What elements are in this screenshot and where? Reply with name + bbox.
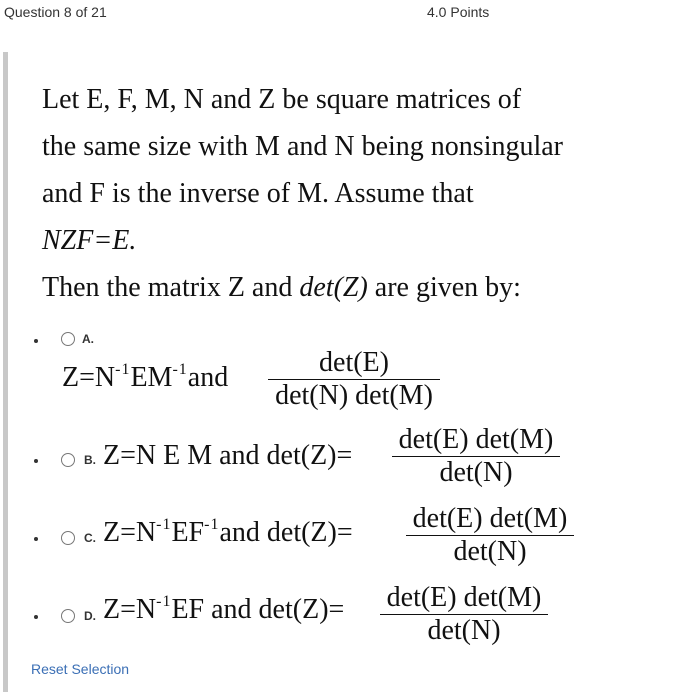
choice-c-expr-and: and det(Z)= [219,517,353,548]
stem-line-5-end: are given by: [367,272,521,303]
bullet-icon [34,615,38,619]
choice-c-expr-mid: EF [171,517,205,548]
choice-d-frac-num: det(E) det(M) [386,582,542,613]
choice-a-expr-main: Z=N [62,362,116,393]
stem-det-z: det(Z) [299,272,368,303]
choice-b-letter: B. [84,453,96,467]
choice-c-expression [103,517,353,549]
choice-c-fraction [406,503,574,568]
choice-a-expr-mid: EM [130,362,173,393]
choice-a-exp-1: -1 [115,361,131,378]
choice-b-frac-num: det(E) det(M) [398,424,554,455]
choice-a[interactable] [0,330,673,420]
bullet-icon [34,537,38,541]
choice-d-letter: D. [84,609,96,623]
choice-a-exp-2: -1 [172,361,188,378]
stem-line-5 [42,264,662,311]
choice-d-exp-1: -1 [156,593,172,610]
question-stem [42,76,662,311]
choice-b-expression: Z=N E M and det(Z)= [103,440,353,471]
stem-line-2: the same size with M and N being nonsingular [42,131,564,162]
choice-c-radio[interactable] [61,531,75,545]
bullet-icon [34,339,38,343]
choice-c-exp-2: -1 [204,516,220,533]
stem-line-5-text: Then the matrix Z and [42,272,300,303]
bullet-icon [34,459,38,463]
choice-d-frac-den: det(N) [427,615,501,646]
choice-a-expression [62,362,228,394]
choice-c[interactable] [0,503,673,575]
choice-c-letter: C. [84,531,96,545]
stem-line-1: Let E, F, M, N and Z be square matrices of [42,84,522,115]
choice-d-radio[interactable] [61,609,75,623]
choice-a-letter: A. [82,332,94,346]
question-points: 4.0 Points [427,4,490,20]
reset-selection-link[interactable]: Reset Selection [31,661,130,677]
choice-b-frac-den: det(N) [439,457,513,488]
choice-a-frac-den: det(N) det(M) [275,380,433,411]
choice-d[interactable] [0,582,673,654]
stem-line-4: NZF=E. [42,225,137,256]
choice-a-radio[interactable] [61,332,75,346]
choice-b-radio[interactable] [61,453,75,467]
choice-b-fraction [392,424,560,489]
choice-a-fraction [268,347,440,412]
choice-a-frac-num: det(E) [319,347,389,378]
choice-c-frac-num: det(E) det(M) [412,503,568,534]
choice-d-fraction [380,582,548,647]
choice-d-expression [103,594,344,626]
choice-c-expr-main: Z=N [103,517,157,548]
question-number: Question 8 of 21 [4,4,107,20]
choice-b[interactable] [0,424,673,496]
choice-a-expr-and: and [187,362,229,393]
choice-c-exp-1: -1 [156,516,172,533]
choice-d-expr-mid: EF and det(Z)= [171,594,345,625]
stem-line-3: and F is the inverse of M. Assume that [42,178,474,209]
choice-d-expr-main: Z=N [103,594,157,625]
choice-c-frac-den: det(N) [453,536,527,567]
question-header [0,0,673,28]
